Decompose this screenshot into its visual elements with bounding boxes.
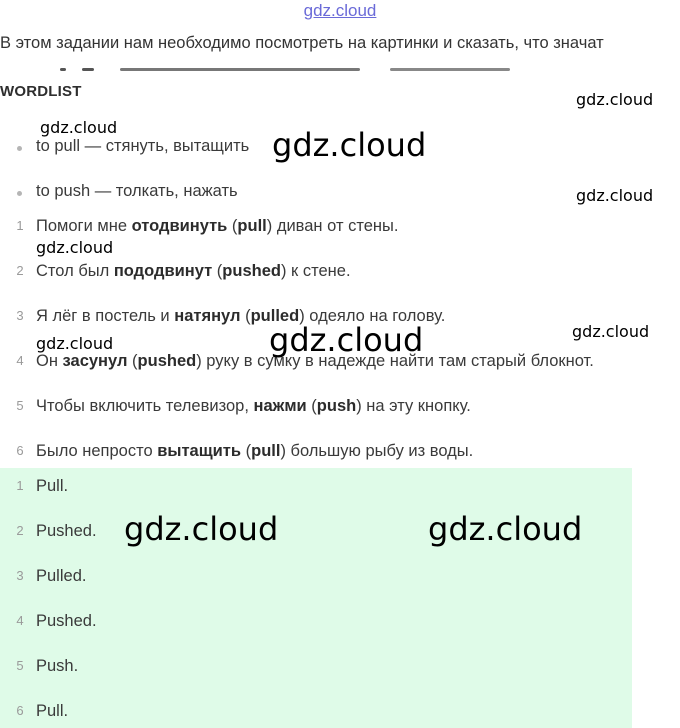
answer-text: Pushed. [36,522,97,540]
answer-number: 1 [16,478,24,493]
answer-text: Pulled. [36,567,87,585]
watermark: gdz.cloud [36,334,114,353]
watermark: gdz.cloud [124,510,279,548]
sentence-number: 2 [16,263,24,278]
bullet-icon [17,146,22,151]
watermark: gdz.cloud [272,126,427,164]
sentence-number: 1 [16,218,24,233]
answer-number: 6 [16,703,24,718]
watermark: gdz.cloud [36,238,114,257]
watermark: gdz.cloud [269,321,424,359]
answers-panel [0,468,632,728]
cropped-text-line [60,64,530,74]
watermark: gdz.cloud [572,322,650,341]
answer-text: Pushed. [36,612,97,630]
watermark: gdz.cloud [428,510,583,548]
answer-text: Pull. [36,702,69,720]
watermark: gdz.cloud [40,118,118,137]
answer-text: Push. [36,657,79,675]
sentence-number: 6 [16,443,24,458]
bullet-icon [17,191,22,196]
watermark: gdz.cloud [576,90,654,109]
intro-text: В этом задании нам необходимо посмотреть на картинки и сказать, что значат [0,34,604,52]
answer-number: 5 [16,658,24,673]
sentence-number: 5 [16,398,24,413]
wordlist-title: WORDLIST [0,83,82,100]
watermark-top: gdz.cloud [303,1,377,20]
answer-number: 3 [16,568,24,583]
answer-number: 2 [16,523,24,538]
watermark: gdz.cloud [576,186,654,205]
sentence-number: 4 [16,353,24,368]
answer-number: 4 [16,613,24,628]
sentence-number: 3 [16,308,24,323]
answer-text: Pull. [36,477,69,495]
